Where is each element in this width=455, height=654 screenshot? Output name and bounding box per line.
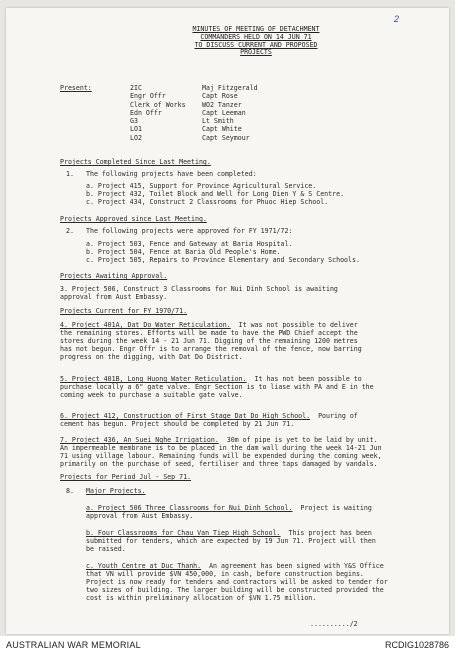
- present-name: Capt Seymour: [202, 133, 250, 142]
- paragraph-line: the remaining stores. Efforts will be made to have the PWD Chief accept the: [60, 329, 358, 338]
- paragraph-line: 30m of pipe is yet to be laid by unit.: [226, 436, 378, 444]
- section-heading-approved: Projects Approved since Last Meeting.: [60, 215, 207, 223]
- item5-paragraph: [60, 375, 374, 399]
- item7-paragraph: [60, 436, 382, 468]
- paragraph-line: stores during the week 14 - 21 Jun 71. Digging of the remaining 1200 metres: [60, 337, 358, 346]
- paragraph-line: approval from Aust Embassy.: [86, 512, 194, 521]
- item4-heading: 4. Project 401A, Dat Do Water Reticulation.: [60, 321, 231, 329]
- paragraph-line: approval from Aust Embassy.: [60, 293, 168, 302]
- item8c-heading: c. Youth Centre at Duc Thanh.: [86, 562, 202, 570]
- paragraph-line: be raised.: [86, 545, 126, 554]
- list-item: c. Project 434, Construct 2 Classrooms for Phuoc Hiep School.: [86, 198, 329, 207]
- present-names: [202, 84, 258, 142]
- item6-paragraph: [60, 412, 358, 428]
- section-heading-period: Projects for Period Jul - Sep 71.: [60, 473, 192, 481]
- item3-paragraph: [60, 285, 338, 301]
- paragraph-line: submitted for tenders, which are expected by 19 Jun 71. Project will then: [86, 537, 376, 546]
- document-page: [6, 8, 449, 634]
- item6-heading: 6. Project 412, Construction of First Stage Dat Do High School.: [60, 412, 311, 420]
- paragraph-line: An agreement has been signed with Y&S Office: [209, 562, 384, 570]
- item-number: 8.: [66, 487, 74, 495]
- present-name: Maj Fitzgerald: [202, 84, 258, 92]
- paragraph-line: An impermeable membrane is to be placed in the dam wall during the week 14-21 Jun: [60, 444, 382, 453]
- footer-bar: [0, 636, 455, 654]
- section-heading-awaiting: Projects Awaiting Approval.: [60, 272, 168, 280]
- present-name: WO2 Tanzer: [202, 100, 242, 109]
- document-title: [156, 26, 356, 57]
- approved-projects-list: [86, 240, 360, 264]
- present-roles: [130, 84, 186, 142]
- list-item: b. Project 504, Fence at Baria Old People's Home.: [86, 248, 281, 257]
- item-text: The following projects were approved for FY 1971/72:: [86, 227, 293, 235]
- paragraph-line: cost is within preliminary allocation of $VN 1.75 million.: [86, 594, 317, 603]
- major-projects-heading: Major Projects.: [86, 487, 146, 495]
- item8b-paragraph: [86, 529, 376, 553]
- item8a-heading: a. Project 506 Three Classrooms for Nui Dinh School.: [86, 504, 293, 512]
- paragraph-line: 71 using village labour. Remaining funds will be expended during the coming week,: [60, 452, 382, 461]
- paragraph-line: has not begun. Engr Offr is to arrange the removal of the fence, now barring: [60, 345, 362, 354]
- paragraph-line: Project is waiting: [300, 504, 372, 512]
- present-role: Edn Offr: [130, 108, 162, 117]
- present-name: Capt White: [202, 125, 242, 134]
- archive-name: AUSTRALIAN WAR MEMORIAL: [6, 640, 141, 650]
- paragraph-line: purchase locally a 6" gate valve. Engr Section is to liase with PA and E in the: [60, 383, 374, 392]
- paragraph-line: It has not been possible to: [254, 375, 362, 383]
- present-name: Capt Rose: [202, 92, 238, 101]
- page-number-mark: 2: [394, 14, 400, 24]
- present-role: G3: [130, 117, 138, 126]
- paragraph-line: coming week to purchase a suitable gate valve.: [60, 391, 243, 400]
- present-label: Present:: [60, 84, 92, 92]
- continuation-marker: ........../2: [310, 620, 358, 628]
- paragraph-line: It was not possible to deliver: [238, 321, 358, 329]
- item8b-heading: b. Four Classrooms for Chau Van Tiep High School.: [86, 529, 281, 537]
- paragraph-line: Project is now ready for tenders and contractors will be asked to tender for: [86, 578, 388, 587]
- paragraph-line: that VN will provide $VN 450,000, in cash, before construction begins.: [86, 570, 364, 579]
- item-number: 2.: [66, 227, 74, 235]
- title-line: COMMANDERS HELD ON 14 JUN 71: [200, 32, 312, 41]
- item7-heading: 7. Project 436, An Suei Nghe Irrigation.: [60, 436, 219, 444]
- record-id: RCDIG1028786: [384, 640, 449, 650]
- paragraph-line: two sizes of building. The larger building will be constructed provided the: [86, 586, 384, 595]
- paragraph-line: This project has been: [288, 529, 372, 537]
- present-role: Clerk of Works: [130, 100, 186, 109]
- present-role: LO1: [130, 125, 142, 134]
- item-number: 1.: [66, 170, 74, 178]
- title-line: TO DISCUSS CURRENT AND PROPOSED: [194, 40, 318, 49]
- item4-paragraph: [60, 321, 362, 361]
- paragraph-line: progress on the digging, with Dat Do District.: [60, 353, 243, 362]
- title-line: MINUTES OF MEETING OF DETACHMENT: [192, 25, 320, 33]
- paragraph-line: Pouring of: [318, 412, 358, 420]
- item-text: The following projects have been completed:: [86, 170, 257, 178]
- present-name: Lt Smith: [202, 117, 234, 126]
- present-name: Capt Leeman: [202, 108, 246, 117]
- list-item: c. Project 505, Repairs to Province Elementary and Secondary Schools.: [86, 256, 360, 265]
- list-item: a. Project 503, Fence and Gateway at Baria Hospital.: [86, 240, 293, 248]
- paragraph-line: primarily on the purchase of seed, fertiliser and three taps damaged by vandals.: [60, 460, 378, 469]
- section-heading-completed: Projects Completed Since Last Meeting.: [60, 158, 211, 166]
- item5-heading: 5. Project 401B, Long Huong Water Reticulation.: [60, 375, 247, 383]
- title-line: PROJECTS: [240, 48, 272, 57]
- list-item: a. Project 415, Support for Province Agricultural Service.: [86, 182, 317, 190]
- paragraph-line: cement has begun. Project should be completed by 21 Jun 71.: [60, 420, 295, 429]
- item8c-paragraph: [86, 562, 388, 602]
- completed-projects-list: [86, 182, 344, 206]
- present-role: 2IC: [130, 84, 142, 92]
- present-role: LO2: [130, 133, 142, 142]
- list-item: b. Project 432, Toilet Block and Well for Long Dien Y & S Centre.: [86, 190, 345, 199]
- section-heading-current: Projects Current for FY 1970/71.: [60, 307, 188, 315]
- present-role: Engr Offr: [130, 92, 166, 101]
- paragraph-line: 3. Project 506, Construct 3 Classrooms for Nui Dinh School is awaiting: [60, 285, 338, 293]
- item8a-paragraph: [86, 504, 372, 520]
